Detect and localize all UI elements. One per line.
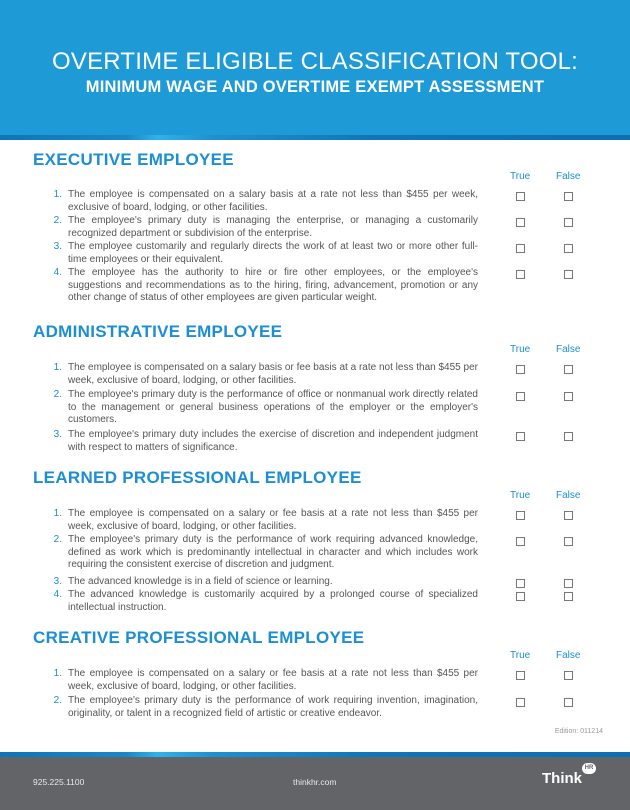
true-checkbox[interactable]: [516, 592, 525, 601]
true-checkbox[interactable]: [516, 244, 525, 253]
false-checkbox[interactable]: [564, 270, 573, 279]
item-text: The employee is compensated on a salary basis at a rate not less than $455 per week, exclusive of board, lodging, or other facilities.: [68, 189, 478, 213]
false-checkbox[interactable]: [564, 192, 573, 201]
section-title: LEARNED PROFESSIONAL EMPLOYEE: [33, 468, 362, 487]
true-checkbox[interactable]: [516, 365, 525, 374]
item-number: 1.: [53, 668, 62, 679]
criterion-item: [50, 267, 478, 305]
false-checkbox[interactable]: [564, 592, 573, 601]
header-banner: [0, 0, 630, 135]
true-column-label: True: [510, 171, 531, 182]
title-line-2: MINIMUM WAGE AND OVERTIME EXEMPT ASSESSMENT: [85, 78, 545, 96]
true-checkbox[interactable]: [516, 671, 525, 680]
section-title: EXECUTIVE EMPLOYEE: [33, 150, 234, 169]
true-checkbox[interactable]: [516, 392, 525, 401]
footer: [0, 757, 630, 810]
true-checkbox[interactable]: [516, 270, 525, 279]
item-text: The employee's primary duty is the performance of work requiring invention, imagination, originality, or talent in a recognized field of artistic or creative endeavor.: [68, 695, 478, 719]
false-checkbox[interactable]: [564, 671, 573, 680]
item-text: The employee has the authority to hire or fire other employees, or the employee's suggestions and recommendations as to the hiring, firing, advancement, promotion or any other change of status of other employees are given particular weight.: [68, 267, 478, 303]
criterion-item: [50, 668, 478, 693]
criterion-item: [50, 576, 478, 589]
criterion-item: [50, 589, 478, 614]
true-checkbox[interactable]: [516, 537, 525, 546]
item-number: 1.: [53, 189, 62, 200]
item-text: The employee is compensated on a salary or fee basis at a rate not less than $455 per week, exclusive of board, lodging, or other facilities.: [68, 668, 478, 692]
criterion-item: [50, 215, 478, 240]
false-checkbox[interactable]: [564, 698, 573, 707]
true-checkbox[interactable]: [516, 579, 525, 588]
section-title: ADMINISTRATIVE EMPLOYEE: [33, 322, 283, 341]
title-line-1: OVERTIME ELIGIBLE CLASSIFICATION TOOL:: [52, 48, 578, 75]
item-number: 1.: [53, 508, 62, 519]
item-number: 3.: [53, 241, 62, 252]
item-text: The advanced knowledge is customarily acquired by a prolonged course of specialized intellectual instruction.: [68, 589, 478, 613]
item-number: 3.: [53, 429, 62, 440]
criterion-item: [50, 429, 478, 454]
footer-website[interactable]: thinkhr.com: [293, 777, 337, 787]
item-text: The employee's primary duty includes the exercise of discretion and independent judgment with respect to matters of significance.: [68, 429, 478, 453]
true-checkbox[interactable]: [516, 511, 525, 520]
item-number: 3.: [53, 576, 62, 587]
false-checkbox[interactable]: [564, 511, 573, 520]
criterion-item: [50, 508, 478, 533]
false-column-label: False: [556, 171, 581, 182]
true-checkbox[interactable]: [516, 192, 525, 201]
criterion-item: [50, 389, 478, 427]
criterion-item: [50, 189, 478, 214]
true-checkbox[interactable]: [516, 218, 525, 227]
item-text: The advanced knowledge is in a field of science or learning.: [68, 576, 333, 587]
item-number: 2.: [53, 534, 62, 545]
item-number: 2.: [53, 215, 62, 226]
false-checkbox[interactable]: [564, 392, 573, 401]
true-checkbox[interactable]: [516, 432, 525, 441]
criterion-item: [50, 241, 478, 266]
criterion-item: [50, 534, 478, 572]
item-text: The employee's primary duty is the performance of office or nonmanual work directly related to the management or general business operations of the employer or the employer's customers.: [68, 389, 478, 425]
false-checkbox[interactable]: [564, 365, 573, 374]
false-checkbox[interactable]: [564, 218, 573, 227]
item-number: 1.: [53, 362, 62, 373]
criterion-item: [50, 695, 478, 720]
logo-badge: HR: [582, 763, 596, 774]
thinkhr-logo: [542, 765, 594, 787]
item-number: 2.: [53, 389, 62, 400]
false-column-label: False: [556, 344, 581, 355]
true-column-label: True: [510, 490, 531, 501]
logo-text: Think: [542, 770, 582, 787]
true-column-label: True: [510, 344, 531, 355]
false-checkbox[interactable]: [564, 579, 573, 588]
false-column-label: False: [556, 650, 581, 661]
footer-phone: 925.225.1100: [33, 777, 85, 787]
header-stripe: [0, 135, 630, 140]
edition-label: Edition: 011214: [554, 728, 603, 735]
item-number: 4.: [53, 267, 62, 278]
item-text: The employee's primary duty is managing the enterprise, or managing a customarily recognized department or subdivision of the enterprise.: [68, 215, 478, 239]
item-number: 4.: [53, 589, 62, 600]
true-checkbox[interactable]: [516, 698, 525, 707]
true-column-label: True: [510, 650, 531, 661]
item-text: The employee is compensated on a salary or fee basis at a rate not less than $455 per week, exclusive of board, lodging, or other facilities.: [68, 508, 478, 532]
false-checkbox[interactable]: [564, 244, 573, 253]
item-text: The employee customarily and regularly directs the work of at least two or more other full-time employees or their equivalent.: [68, 241, 478, 265]
item-text: The employee's primary duty is the performance of work requiring advanced knowledge, defined as work which is predominantly intellectual in character and which includes work requiring the consistent exercise of discretion and judgment.: [68, 534, 478, 570]
false-checkbox[interactable]: [564, 537, 573, 546]
item-text: The employee is compensated on a salary basis or fee basis at a rate not less than $455 per week, exclusive of board, lodging, or other facilities.: [68, 362, 478, 386]
false-checkbox[interactable]: [564, 432, 573, 441]
criterion-item: [50, 362, 478, 387]
item-number: 2.: [53, 695, 62, 706]
false-column-label: False: [556, 490, 581, 501]
section-title: CREATIVE PROFESSIONAL EMPLOYEE: [33, 628, 365, 647]
